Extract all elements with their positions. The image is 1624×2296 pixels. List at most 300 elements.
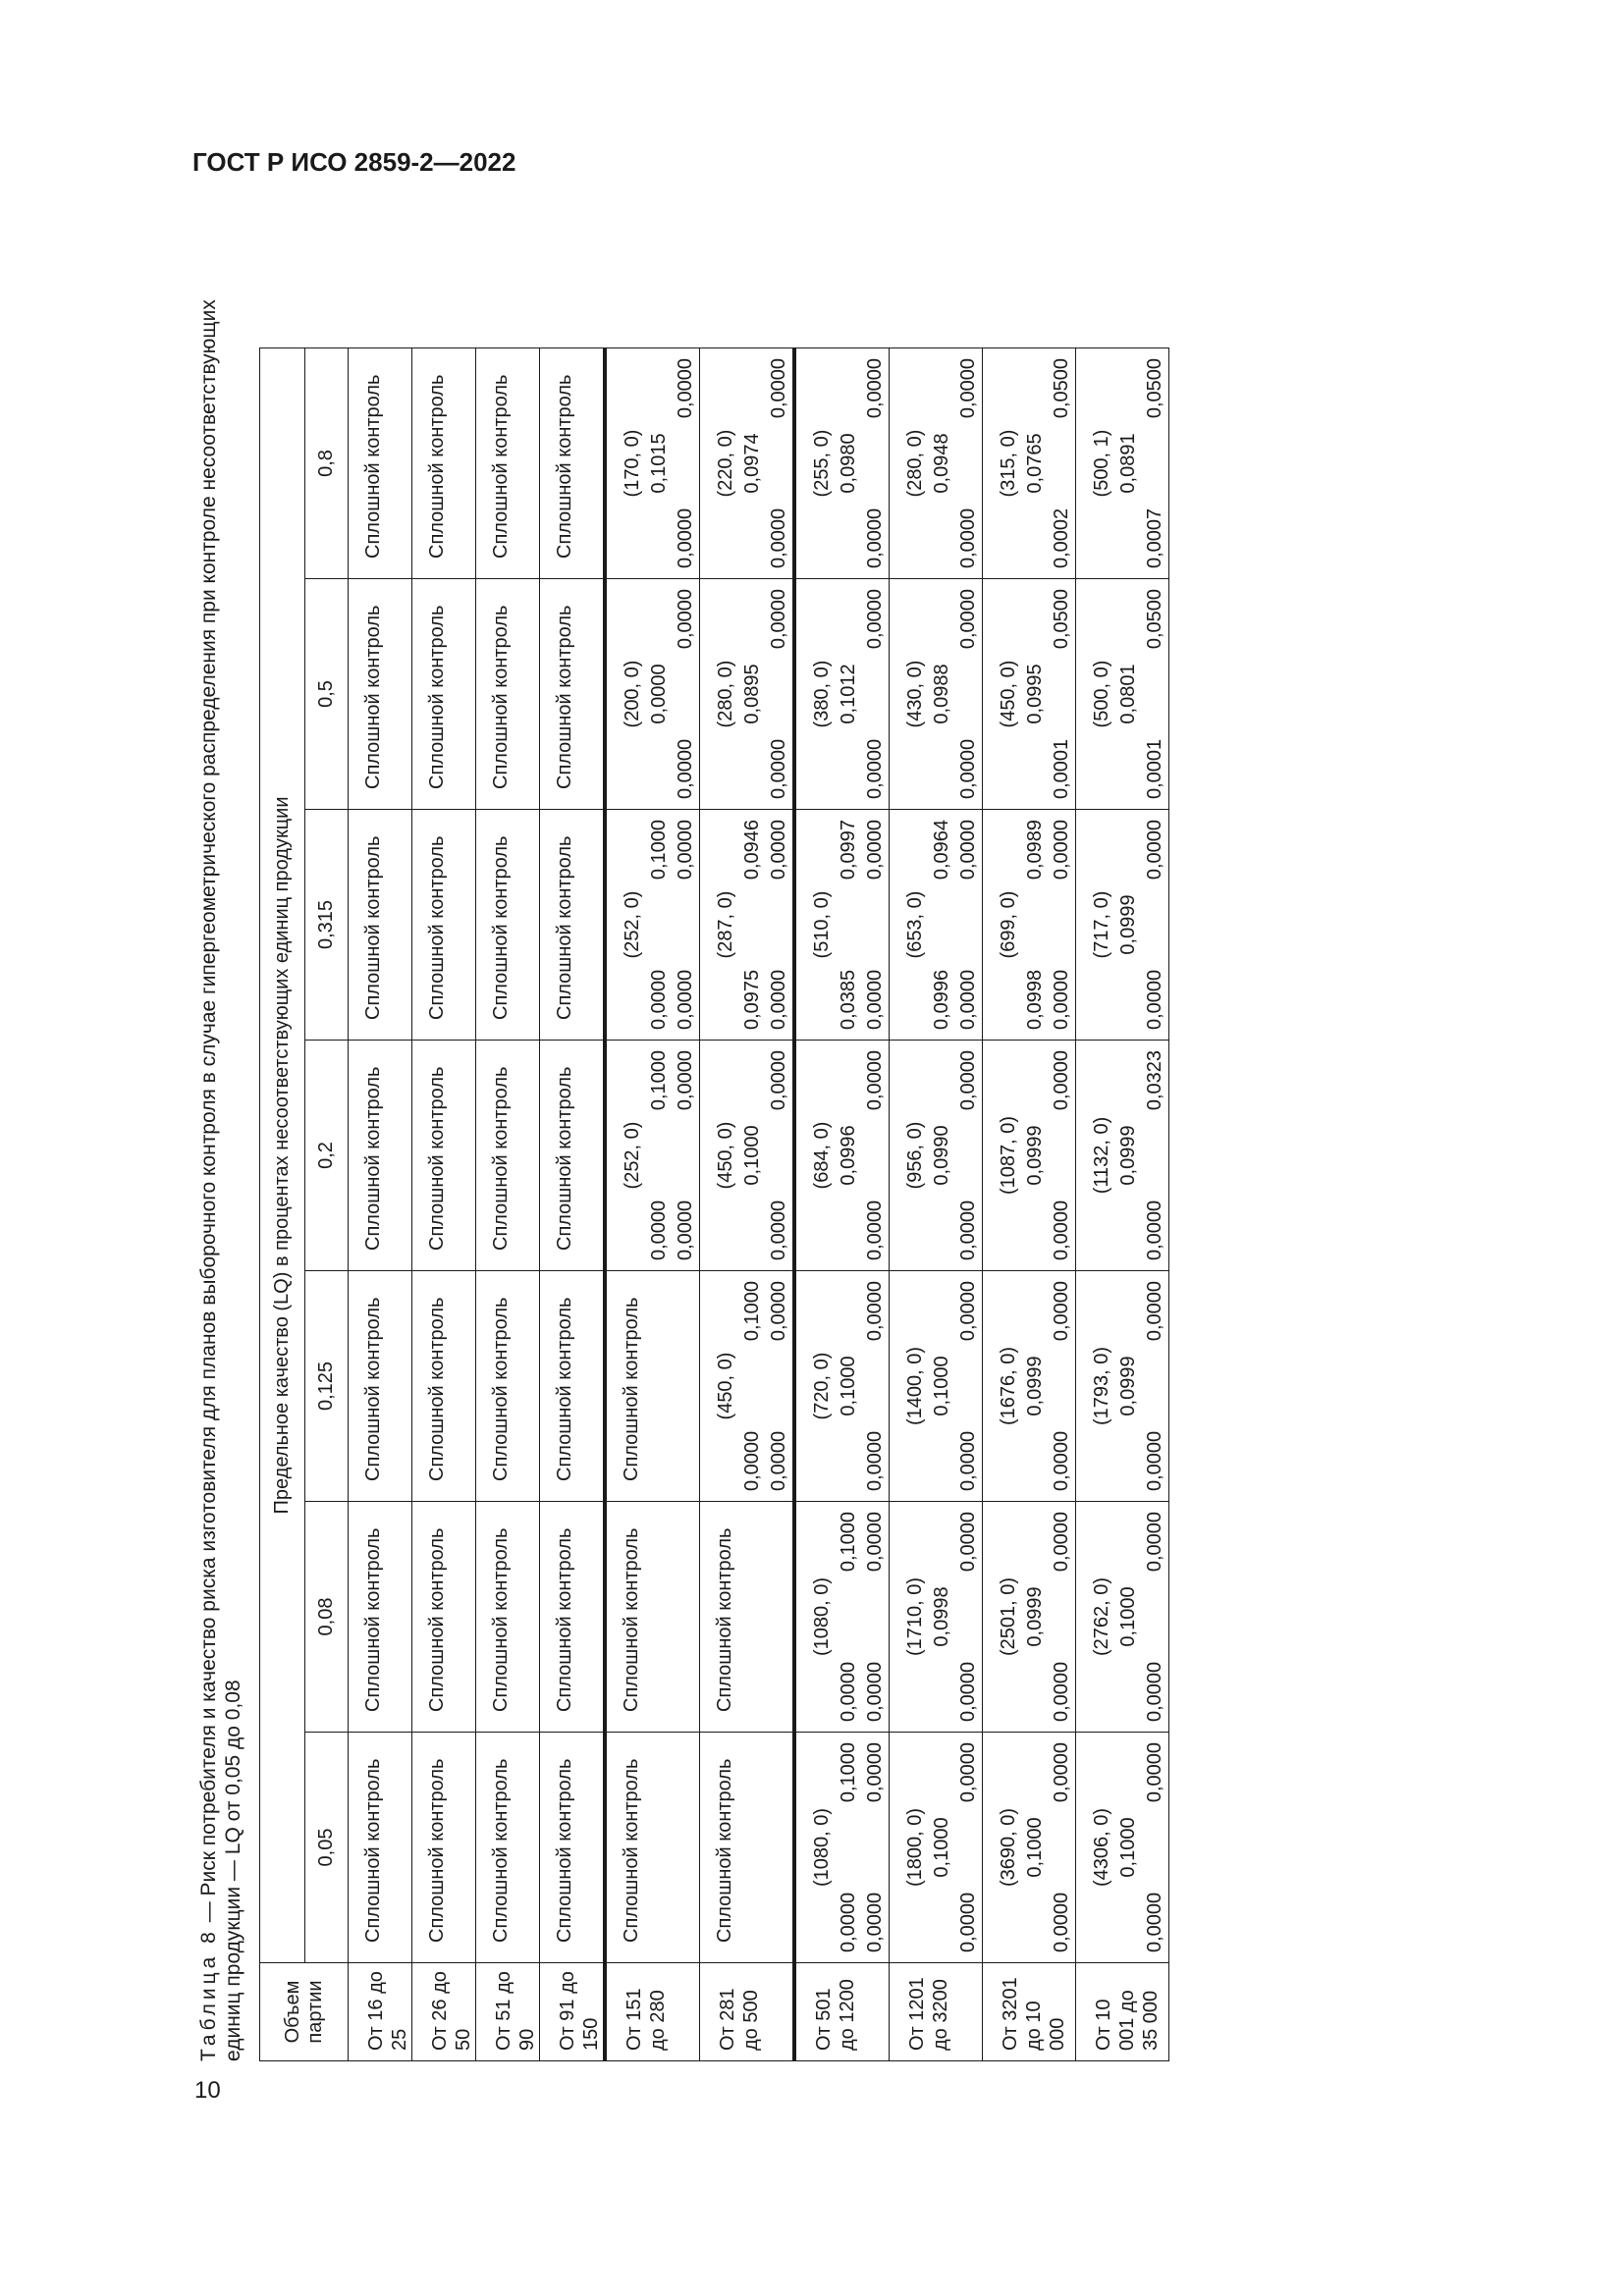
risk-pair [766,1050,792,1260]
risk-value: 0,0000 [1051,1892,1072,1952]
table-caption-text: — Риск потребителя и качество риска изготовителя для планов выборочного контроля в случае гипергеометрического распределения при контроле несоответствующих единиц продукции — LQ от 0,05 до 0,08 [197,299,244,2061]
full-inspection-text: Сплошной контроль [426,1758,448,1943]
risk-pair [766,358,792,568]
table-row [890,348,983,2061]
risk-pair [673,589,699,799]
risk-value: 0,0500 [1144,589,1165,650]
plan-values [902,358,982,568]
probability-line [1022,1742,1049,1952]
plan-values [1089,589,1168,799]
risk-value: 0,0000 [768,589,789,650]
sampling-plan [902,820,929,1030]
plan-values [996,820,1075,1030]
value-cell [700,1733,795,1963]
sampling-plan [902,1050,929,1260]
risk-value: 0,0000 [957,1430,979,1491]
plan-values [620,589,699,799]
risk-value: 0,0000 [768,507,789,568]
value-cell [349,1271,412,1502]
risk-pair [955,820,982,1030]
probability-value: 0,0996 [931,969,952,1030]
probability-line [1115,358,1142,568]
risk-value: 0,0000 [1051,969,1072,1030]
risk-pair [955,358,982,568]
value-cell [476,348,540,579]
risk-value: 0,0000 [957,589,979,650]
full-inspection-text: Сплошной контроль [362,1527,384,1712]
value-cell [412,1502,476,1733]
probability-pair [836,1512,862,1722]
probability-line [929,1512,955,1722]
probability-pair [646,1050,673,1260]
risk-value: 0,0000 [768,1281,789,1342]
probability-value: 0,0998 [1024,969,1046,1030]
risk-pair [1049,1742,1075,1952]
full-inspection-text: Сплошной контроль [490,374,512,559]
lot-size-cell: От 16 до 25 [349,1963,412,2061]
value-cell [476,1502,540,1733]
probability-value: 0,1000 [741,1281,763,1342]
value-cell [540,1271,606,1502]
sampling-plan-value: (1080, 0) [811,1807,833,1888]
risk-pair [1049,589,1075,799]
probability-line [836,1281,862,1491]
lot-size-cell: От 1201 до 3200 [890,1963,983,2061]
risk-pair [1049,820,1075,1030]
sampling-plan [902,1742,929,1952]
probability-value: 0,0964 [931,820,952,881]
risk-value: 0,0000 [1051,1200,1072,1260]
full-inspection-text: Сплошной контроль [426,374,448,559]
value-cell [1076,1271,1169,1502]
plan-values [996,358,1075,568]
value-cell [794,1733,890,1963]
risk-value: 0,0000 [675,507,696,568]
full-inspection-text: Сплошной контроль [426,1527,448,1712]
risk-value: 0,0000 [1051,1742,1072,1803]
probability-value: 0,0989 [1024,820,1046,881]
probability-value: 0,0946 [741,820,763,881]
plan-values [996,1742,1075,1952]
sampling-plan-value: (252, 0) [622,1121,643,1190]
probability-line [1022,358,1049,568]
sampling-plan [1089,1281,1115,1491]
risk-pair [1142,1050,1168,1260]
plan-values [1089,1512,1168,1722]
probability-value: 0,0765 [1024,433,1046,494]
risk-value: 0,0000 [1144,1892,1165,1952]
table-row [349,348,412,2061]
probability-value: 0,0895 [741,664,763,724]
risk-pair [1142,820,1168,1030]
sampling-plan [1089,820,1115,1030]
probability-value: 0,1000 [741,1125,763,1186]
risk-value: 0,0000 [864,1200,886,1260]
risk-pair [955,1050,982,1260]
probability-line [739,358,766,568]
risk-pair [766,1281,792,1491]
probability-value: 0,0988 [931,664,952,724]
probability-pair [929,820,955,1030]
sampling-plan [713,589,739,799]
lq-column-header: 0,8 [305,348,349,579]
sampling-plan [713,1281,739,1491]
sampling-plan-value: (3690, 0) [998,1807,1019,1888]
risk-value: 0,0000 [1051,1281,1072,1342]
risk-value: 0,0000 [1144,1512,1165,1573]
value-cell [605,1733,700,1963]
risk-value: 0,0000 [864,1512,886,1573]
risk-value: 0,0000 [768,738,789,799]
risk-value: 0,0000 [1144,1200,1165,1260]
risk-value: 0,0000 [957,1892,979,1952]
risk-value: 0,0007 [1144,507,1165,568]
probability-value: 0,1000 [931,1817,952,1878]
probability-line [646,589,673,799]
risk-value: 0,0000 [1144,1661,1165,1722]
risk-pair [1049,358,1075,568]
plan-values [620,1050,699,1260]
full-inspection-text: Сплошной контроль [714,1527,735,1712]
risk-value: 0,0000 [864,1892,886,1952]
risk-pair [1142,1512,1168,1722]
sampling-plan [809,1281,836,1491]
sampling-plan [620,1050,646,1260]
risk-value: 0,0000 [1144,1281,1165,1342]
sampling-plan [996,358,1022,568]
plan-values [902,1742,982,1952]
risk-value: 0,0000 [957,738,979,799]
probability-value: 0,0980 [838,433,859,494]
risk-pair [862,1512,889,1722]
lot-size-cell: От 26 до 50 [412,1963,476,2061]
probability-line [1022,1512,1049,1722]
lot-size-cell: От 281 до 500 [700,1963,795,2061]
probability-value: 0,1000 [648,1050,670,1111]
risk-value: 0,0500 [1144,358,1165,419]
sampling-plan-value: (280, 0) [904,429,926,498]
risk-value: 0,0000 [864,738,886,799]
plan-values [713,1281,792,1491]
risk-value: 0,0001 [1051,738,1072,799]
table-caption [196,236,245,2061]
risk-pair [862,820,889,1030]
sampling-plan-value: (1710, 0) [904,1576,926,1657]
full-inspection-text: Сплошной контроль [621,1527,642,1712]
risk-value: 0,0000 [1051,1512,1072,1573]
probability-value: 0,1000 [1117,1586,1139,1647]
plan-values [713,1050,792,1260]
risk-value: 0,0000 [957,358,979,419]
probability-value: 0,0997 [838,820,859,881]
value-cell [540,579,606,810]
sampling-plan-value: (255, 0) [811,429,833,498]
probability-line [739,589,766,799]
value-cell [412,579,476,810]
risk-value: 0,0000 [957,1742,979,1803]
risk-value: 0,0000 [864,1050,886,1111]
risk-pair [673,1050,699,1260]
full-inspection-text: Сплошной контроль [554,1297,575,1481]
full-inspection-text: Сплошной контроль [362,835,384,1020]
risk-value: 0,0500 [1051,589,1072,650]
risk-value: 0,0000 [864,358,886,419]
sampling-plan-value: (252, 0) [622,890,643,959]
probability-line [836,358,862,568]
value-cell [412,1271,476,1502]
probability-value: 0,0999 [1024,1125,1046,1186]
value-cell [700,1502,795,1733]
value-cell [412,810,476,1041]
sampling-plan [713,1050,739,1260]
risk-value: 0,0000 [1051,1050,1072,1111]
value-cell [540,1733,606,1963]
value-cell [983,810,1076,1041]
probability-line [1022,1050,1049,1260]
plan-values [1089,820,1168,1030]
risk-value: 0,0000 [768,820,789,881]
sampling-plan-value: (1132, 0) [1091,1116,1112,1195]
lq-column-header: 0,5 [305,579,349,810]
full-inspection-text: Сплошной контроль [362,605,384,789]
full-inspection-text: Сплошной контроль [362,374,384,559]
sampling-plan [1089,1742,1115,1952]
risk-pair [862,358,889,568]
value-cell [476,1733,540,1963]
sampling-plan-value: (450, 0) [998,660,1019,728]
risk-value: 0,0001 [1144,738,1165,799]
value-cell [349,1041,412,1271]
sampling-plan [713,820,739,1030]
risk-value: 0,0000 [768,1200,789,1260]
sampling-plan-value: (717, 0) [1091,890,1112,959]
value-cell [1076,1502,1169,1733]
value-cell [412,1733,476,1963]
risk-pair [1142,1281,1168,1491]
value-cell [890,348,983,579]
probability-value: 0,1000 [838,1356,859,1416]
value-cell [700,579,795,810]
probability-value: 0,0999 [1117,894,1139,955]
sampling-plan [1089,589,1115,799]
risk-value: 0,0000 [675,1050,696,1111]
probability-line [1115,1512,1142,1722]
risk-pair [1049,1512,1075,1722]
value-cell [605,810,700,1041]
value-cell [983,579,1076,810]
probability-value: 0,0999 [1117,1356,1139,1416]
sampling-plan-value: (699, 0) [998,890,1019,959]
value-cell [794,810,890,1041]
lq-column-header: 0,08 [305,1502,349,1733]
value-cell [605,348,700,579]
value-cell [794,1502,890,1733]
probability-value: 0,1012 [838,664,859,724]
value-cell [540,810,606,1041]
plan-values [620,820,699,1030]
lot-size-cell: От 501 до 1200 [794,1963,890,2061]
risk-value: 0,0000 [1144,820,1165,881]
value-cell [605,1502,700,1733]
probability-value: 0,1000 [931,1356,952,1416]
risk-pair [955,1742,982,1952]
full-inspection-text: Сплошной контроль [426,605,448,789]
plan-values [713,820,792,1030]
risk-value: 0,0000 [864,1661,886,1722]
full-inspection-text: Сплошной контроль [362,1066,384,1251]
probability-value: 0,0999 [1024,1356,1046,1416]
risk-pair [1142,358,1168,568]
sampling-plan-value: (380, 0) [811,660,833,728]
table-row [794,348,890,2061]
plan-values [1089,1281,1168,1491]
full-inspection-text: Сплошной контроль [426,1066,448,1251]
sampling-plan [809,1742,836,1952]
risk-pair [766,820,792,1030]
sampling-plan [620,358,646,568]
lq-column-header: 0,125 [305,1271,349,1502]
plan-values [809,589,889,799]
sampling-plan [996,1512,1022,1722]
sampling-plan-value: (500, 0) [1091,660,1112,728]
risk-pair [1142,589,1168,799]
plan-values [809,1742,889,1952]
sampling-plan [1089,1512,1115,1722]
plan-values [713,358,792,568]
table-row [700,348,795,2061]
sampling-plan-value: (450, 0) [715,1121,736,1190]
value-cell [349,1733,412,1963]
probability-line [1022,589,1049,799]
value-cell [794,348,890,579]
sampling-plan [996,820,1022,1030]
sampling-plan-value: (200, 0) [622,660,643,728]
sampling-plan [1089,1050,1115,1260]
sampling-plan-value: (500, 1) [1091,429,1112,498]
probability-line [929,1281,955,1491]
probability-pair [646,820,673,1030]
risk-pair [955,1281,982,1491]
sampling-plan [809,589,836,799]
risk-value: 0,0000 [957,1281,979,1342]
probability-line [1115,1281,1142,1491]
sampling-plan [620,820,646,1030]
sampling-plan-value: (220, 0) [715,429,736,498]
plan-values [713,589,792,799]
probability-value: 0,0000 [838,1661,859,1722]
probability-value: 0,0000 [648,664,670,724]
plan-values [902,1050,982,1260]
value-cell [476,1271,540,1502]
sampling-plan-value: (170, 0) [622,429,643,498]
value-cell [700,1041,795,1271]
probability-value: 0,0000 [648,969,670,1030]
value-cell [349,348,412,579]
value-cell [983,1502,1076,1733]
value-cell [983,348,1076,579]
risk-value: 0,0000 [864,1430,886,1491]
plan-values [902,589,982,799]
value-cell [700,348,795,579]
probability-value: 0,0974 [741,433,763,494]
sampling-plan [996,1050,1022,1260]
full-inspection-text: Сплошной контроль [426,835,448,1020]
lot-size-cell: От 10 001 до 35 000 [1076,1963,1169,2061]
full-inspection-text: Сплошной контроль [490,1297,512,1481]
table-row [412,348,476,2061]
sampling-plan-value: (1080, 0) [811,1576,833,1657]
risk-value: 0,0000 [957,969,979,1030]
probability-line [1022,1281,1049,1491]
plan-values [902,1512,982,1722]
probability-pair [739,820,766,1030]
probability-line [929,1742,955,1952]
value-cell [1076,348,1169,579]
risk-pair [673,358,699,568]
full-inspection-text: Сплошной контроль [554,1527,575,1712]
plan-values [1089,358,1168,568]
value-cell [794,579,890,810]
full-inspection-text: Сплошной контроль [490,1066,512,1251]
sampling-plan [996,1281,1022,1491]
sampling-plan-value: (450, 0) [715,1352,736,1420]
table-label: Таблица 8 [197,1928,220,2061]
risk-value: 0,0000 [1051,1430,1072,1491]
risk-value: 0,0000 [864,1742,886,1803]
sampling-plan-value: (280, 0) [715,660,736,728]
value-cell [349,579,412,810]
risk-pair [1142,1742,1168,1952]
sampling-plan-value: (1793, 0) [1091,1346,1112,1426]
probability-value: 0,0000 [648,1200,670,1260]
risk-pair [673,820,699,1030]
table-row [540,348,606,2061]
risk-pair [955,1512,982,1722]
value-cell [605,1041,700,1271]
probability-line [836,1050,862,1260]
full-inspection-text: Сплошной контроль [554,1758,575,1943]
sampling-plan [996,589,1022,799]
probability-line [929,589,955,799]
value-cell [890,579,983,810]
plan-values [996,589,1075,799]
probability-line [929,1050,955,1260]
plan-values [902,820,982,1030]
lot-size-cell: От 151 до 280 [605,1963,700,2061]
sampling-plan-value: (287, 0) [715,890,736,959]
full-inspection-text: Сплошной контроль [490,835,512,1020]
full-inspection-text: Сплошной контроль [426,1297,448,1481]
lot-size-header: Объем партии [260,1963,349,2061]
risk-value: 0,0000 [864,1281,886,1342]
page-number: 10 [194,2077,221,2104]
risk-value: 0,0000 [864,820,886,881]
table-row [1076,348,1169,2061]
sampling-plan [809,820,836,1030]
risk-value: 0,0000 [957,1512,979,1573]
probability-value: 0,0891 [1117,433,1139,494]
risk-pair [766,589,792,799]
risk-table [259,347,1169,2061]
risk-pair [1049,1281,1075,1491]
probability-line [1115,1050,1142,1260]
lq-group-header: Предельное качество (LQ) в процентах несоответствующих единиц продукции [260,348,305,1963]
sampling-plan-value: (653, 0) [904,890,926,959]
full-inspection-text: Сплошной контроль [362,1758,384,1943]
value-cell [890,1733,983,1963]
risk-value: 0,0000 [675,969,696,1030]
probability-value: 0,0000 [741,1430,763,1491]
